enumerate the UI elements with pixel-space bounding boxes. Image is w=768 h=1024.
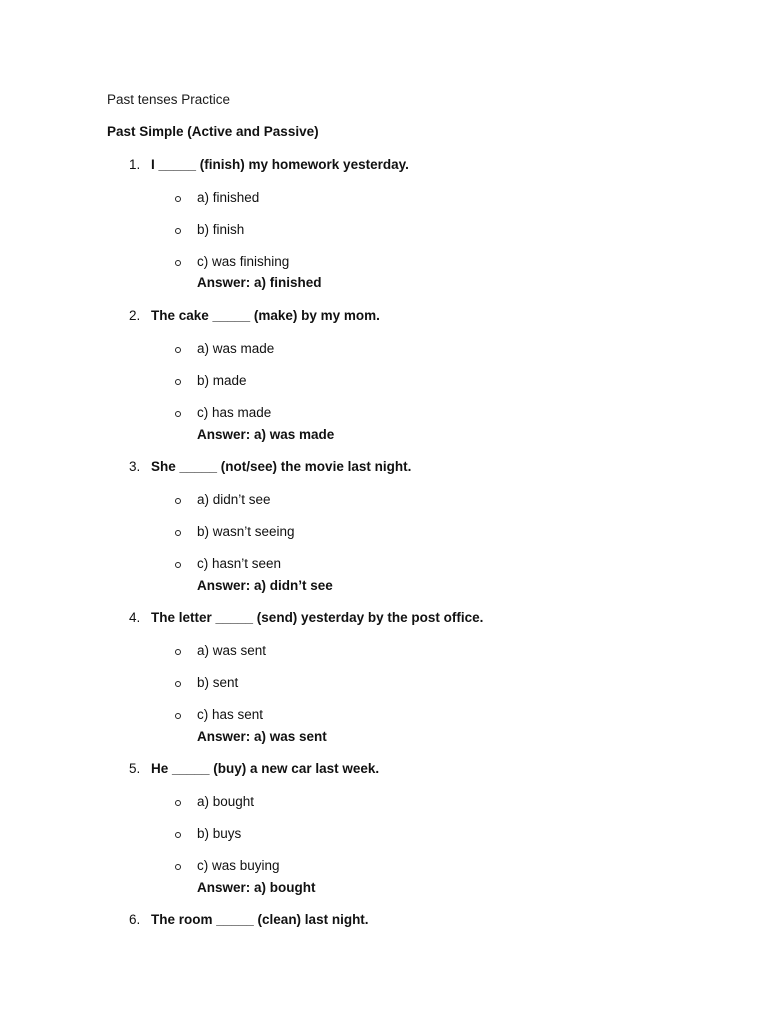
option-text: c) has sent xyxy=(197,707,264,722)
option-text: b) buys xyxy=(197,826,242,841)
question-number: 3. xyxy=(129,459,141,474)
option-text: a) bought xyxy=(197,794,255,809)
circle-bullet-icon xyxy=(175,228,181,234)
answer-text: Answer: a) bought xyxy=(197,880,316,895)
question-number: 5. xyxy=(129,761,141,776)
option-text: c) hasn’t seen xyxy=(197,556,282,571)
option-text: a) was sent xyxy=(197,643,267,658)
circle-bullet-icon xyxy=(175,411,181,417)
question-number: 6. xyxy=(129,912,141,927)
question-text: The letter _____ (send) yesterday by the post office. xyxy=(151,610,484,625)
question-number: 2. xyxy=(129,308,141,323)
question-text: The cake _____ (make) by my mom. xyxy=(151,308,380,323)
option-text: a) finished xyxy=(197,190,260,205)
answer-text: Answer: a) finished xyxy=(197,275,322,290)
option-text: b) finish xyxy=(197,222,245,237)
circle-bullet-icon xyxy=(175,196,181,202)
option-text: b) wasn’t seeing xyxy=(197,524,295,539)
option-text: b) sent xyxy=(197,675,239,690)
document-title: Past tenses Practice xyxy=(107,92,231,107)
option-text: c) was finishing xyxy=(197,254,290,269)
circle-bullet-icon xyxy=(175,347,181,353)
circle-bullet-icon xyxy=(175,832,181,838)
option-text: c) was buying xyxy=(197,858,280,873)
circle-bullet-icon xyxy=(175,260,181,266)
circle-bullet-icon xyxy=(175,713,181,719)
answer-text: Answer: a) didn’t see xyxy=(197,578,333,593)
question-text: The room _____ (clean) last night. xyxy=(151,912,369,927)
question-text: She _____ (not/see) the movie last night. xyxy=(151,459,412,474)
question-number: 1. xyxy=(129,157,141,172)
option-text: b) made xyxy=(197,373,247,388)
circle-bullet-icon xyxy=(175,649,181,655)
circle-bullet-icon xyxy=(175,530,181,536)
circle-bullet-icon xyxy=(175,498,181,504)
option-text: c) has made xyxy=(197,405,272,420)
option-text: a) was made xyxy=(197,341,275,356)
question-text: He _____ (buy) a new car last week. xyxy=(151,761,380,776)
circle-bullet-icon xyxy=(175,562,181,568)
circle-bullet-icon xyxy=(175,681,181,687)
circle-bullet-icon xyxy=(175,864,181,870)
circle-bullet-icon xyxy=(175,379,181,385)
question-text: I _____ (finish) my homework yesterday. xyxy=(151,157,409,172)
question-number: 4. xyxy=(129,610,141,625)
circle-bullet-icon xyxy=(175,800,181,806)
answer-text: Answer: a) was made xyxy=(197,427,335,442)
option-text: a) didn’t see xyxy=(197,492,271,507)
section-heading: Past Simple (Active and Passive) xyxy=(107,124,319,139)
answer-text: Answer: a) was sent xyxy=(197,729,327,744)
